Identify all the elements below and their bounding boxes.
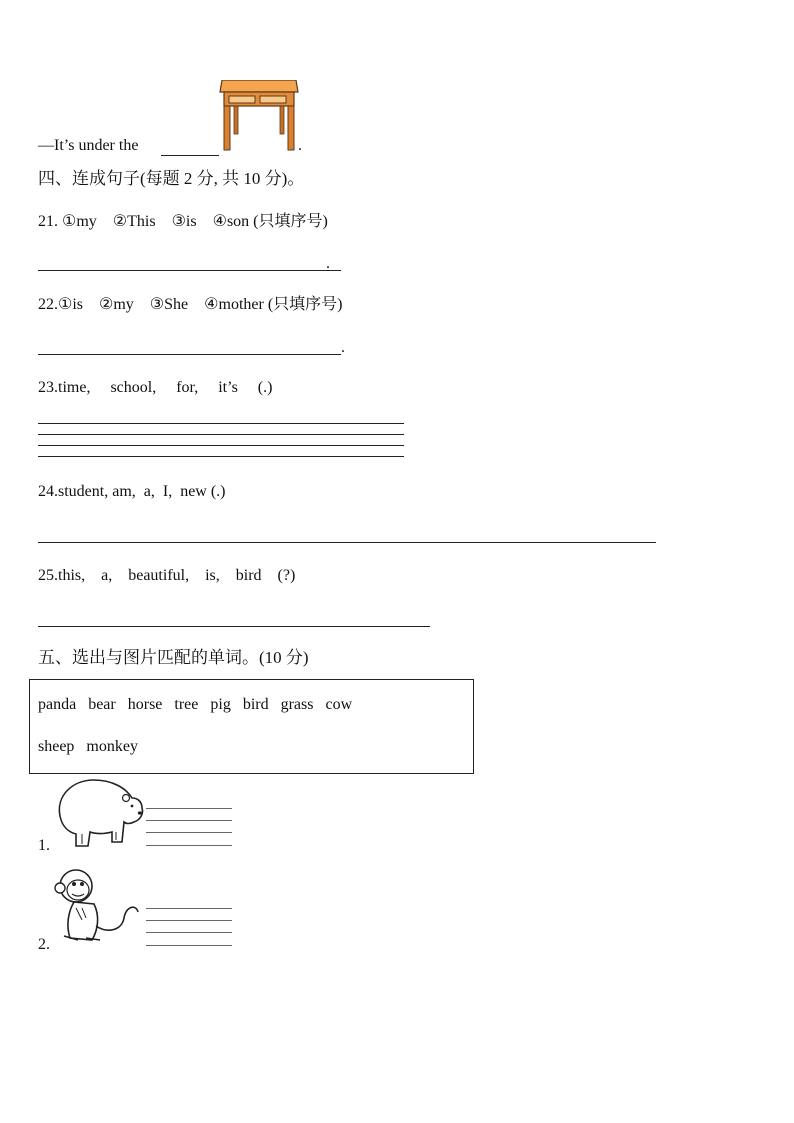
- word-bank-row-1: panda bear horse tree pig bird grass cow: [38, 696, 353, 713]
- q23-line-4[interactable]: [38, 456, 404, 457]
- item-1-line-3[interactable]: [146, 832, 232, 833]
- prev-question-period: .: [298, 137, 302, 154]
- item-2-line-2[interactable]: [146, 920, 232, 921]
- q23-text: 23.time, school, for, it’s (.): [38, 379, 273, 396]
- item-1-line-1[interactable]: [146, 808, 232, 809]
- q25-answer-line[interactable]: [38, 626, 430, 627]
- section4-title: 四、连成句子(每题 2 分, 共 10 分)。: [38, 169, 305, 188]
- q23-line-1[interactable]: [38, 423, 404, 424]
- q22-answer-line[interactable]: [38, 354, 341, 355]
- q21-answer-line[interactable]: [38, 270, 341, 271]
- q22-period: .: [341, 339, 345, 356]
- item-1-number: 1.: [38, 837, 50, 854]
- item-1-line-2[interactable]: [146, 820, 232, 821]
- q21-text: 21. ①my ②This ③is ④son (只填序号): [38, 213, 328, 230]
- item-2-line-4[interactable]: [146, 945, 232, 946]
- q24-text: 24.student, am, a, I, new (.): [38, 483, 226, 500]
- item-2-number: 2.: [38, 936, 50, 953]
- monkey-icon: [52, 864, 142, 948]
- word-bank-box: [29, 679, 474, 774]
- q23-line-3[interactable]: [38, 445, 404, 446]
- prev-answer-blank: [161, 155, 219, 156]
- word-bank-row-2: sheep monkey: [38, 738, 138, 755]
- q24-answer-line[interactable]: [38, 542, 656, 543]
- q22-text: 22.①is ②my ③She ④mother (只填序号): [38, 296, 343, 313]
- section5-title: 五、选出与图片匹配的单词。(10 分): [38, 648, 309, 667]
- prev-question-text: —It’s under the: [38, 137, 139, 154]
- item-1-line-4[interactable]: [146, 845, 232, 846]
- bear-icon: [52, 776, 146, 852]
- q21-period: .: [326, 255, 330, 272]
- item-2-line-1[interactable]: [146, 908, 232, 909]
- item-2-line-3[interactable]: [146, 932, 232, 933]
- desk-icon: [218, 80, 300, 152]
- q23-line-2[interactable]: [38, 434, 404, 435]
- q25-text: 25.this, a, beautiful, is, bird (?): [38, 567, 296, 584]
